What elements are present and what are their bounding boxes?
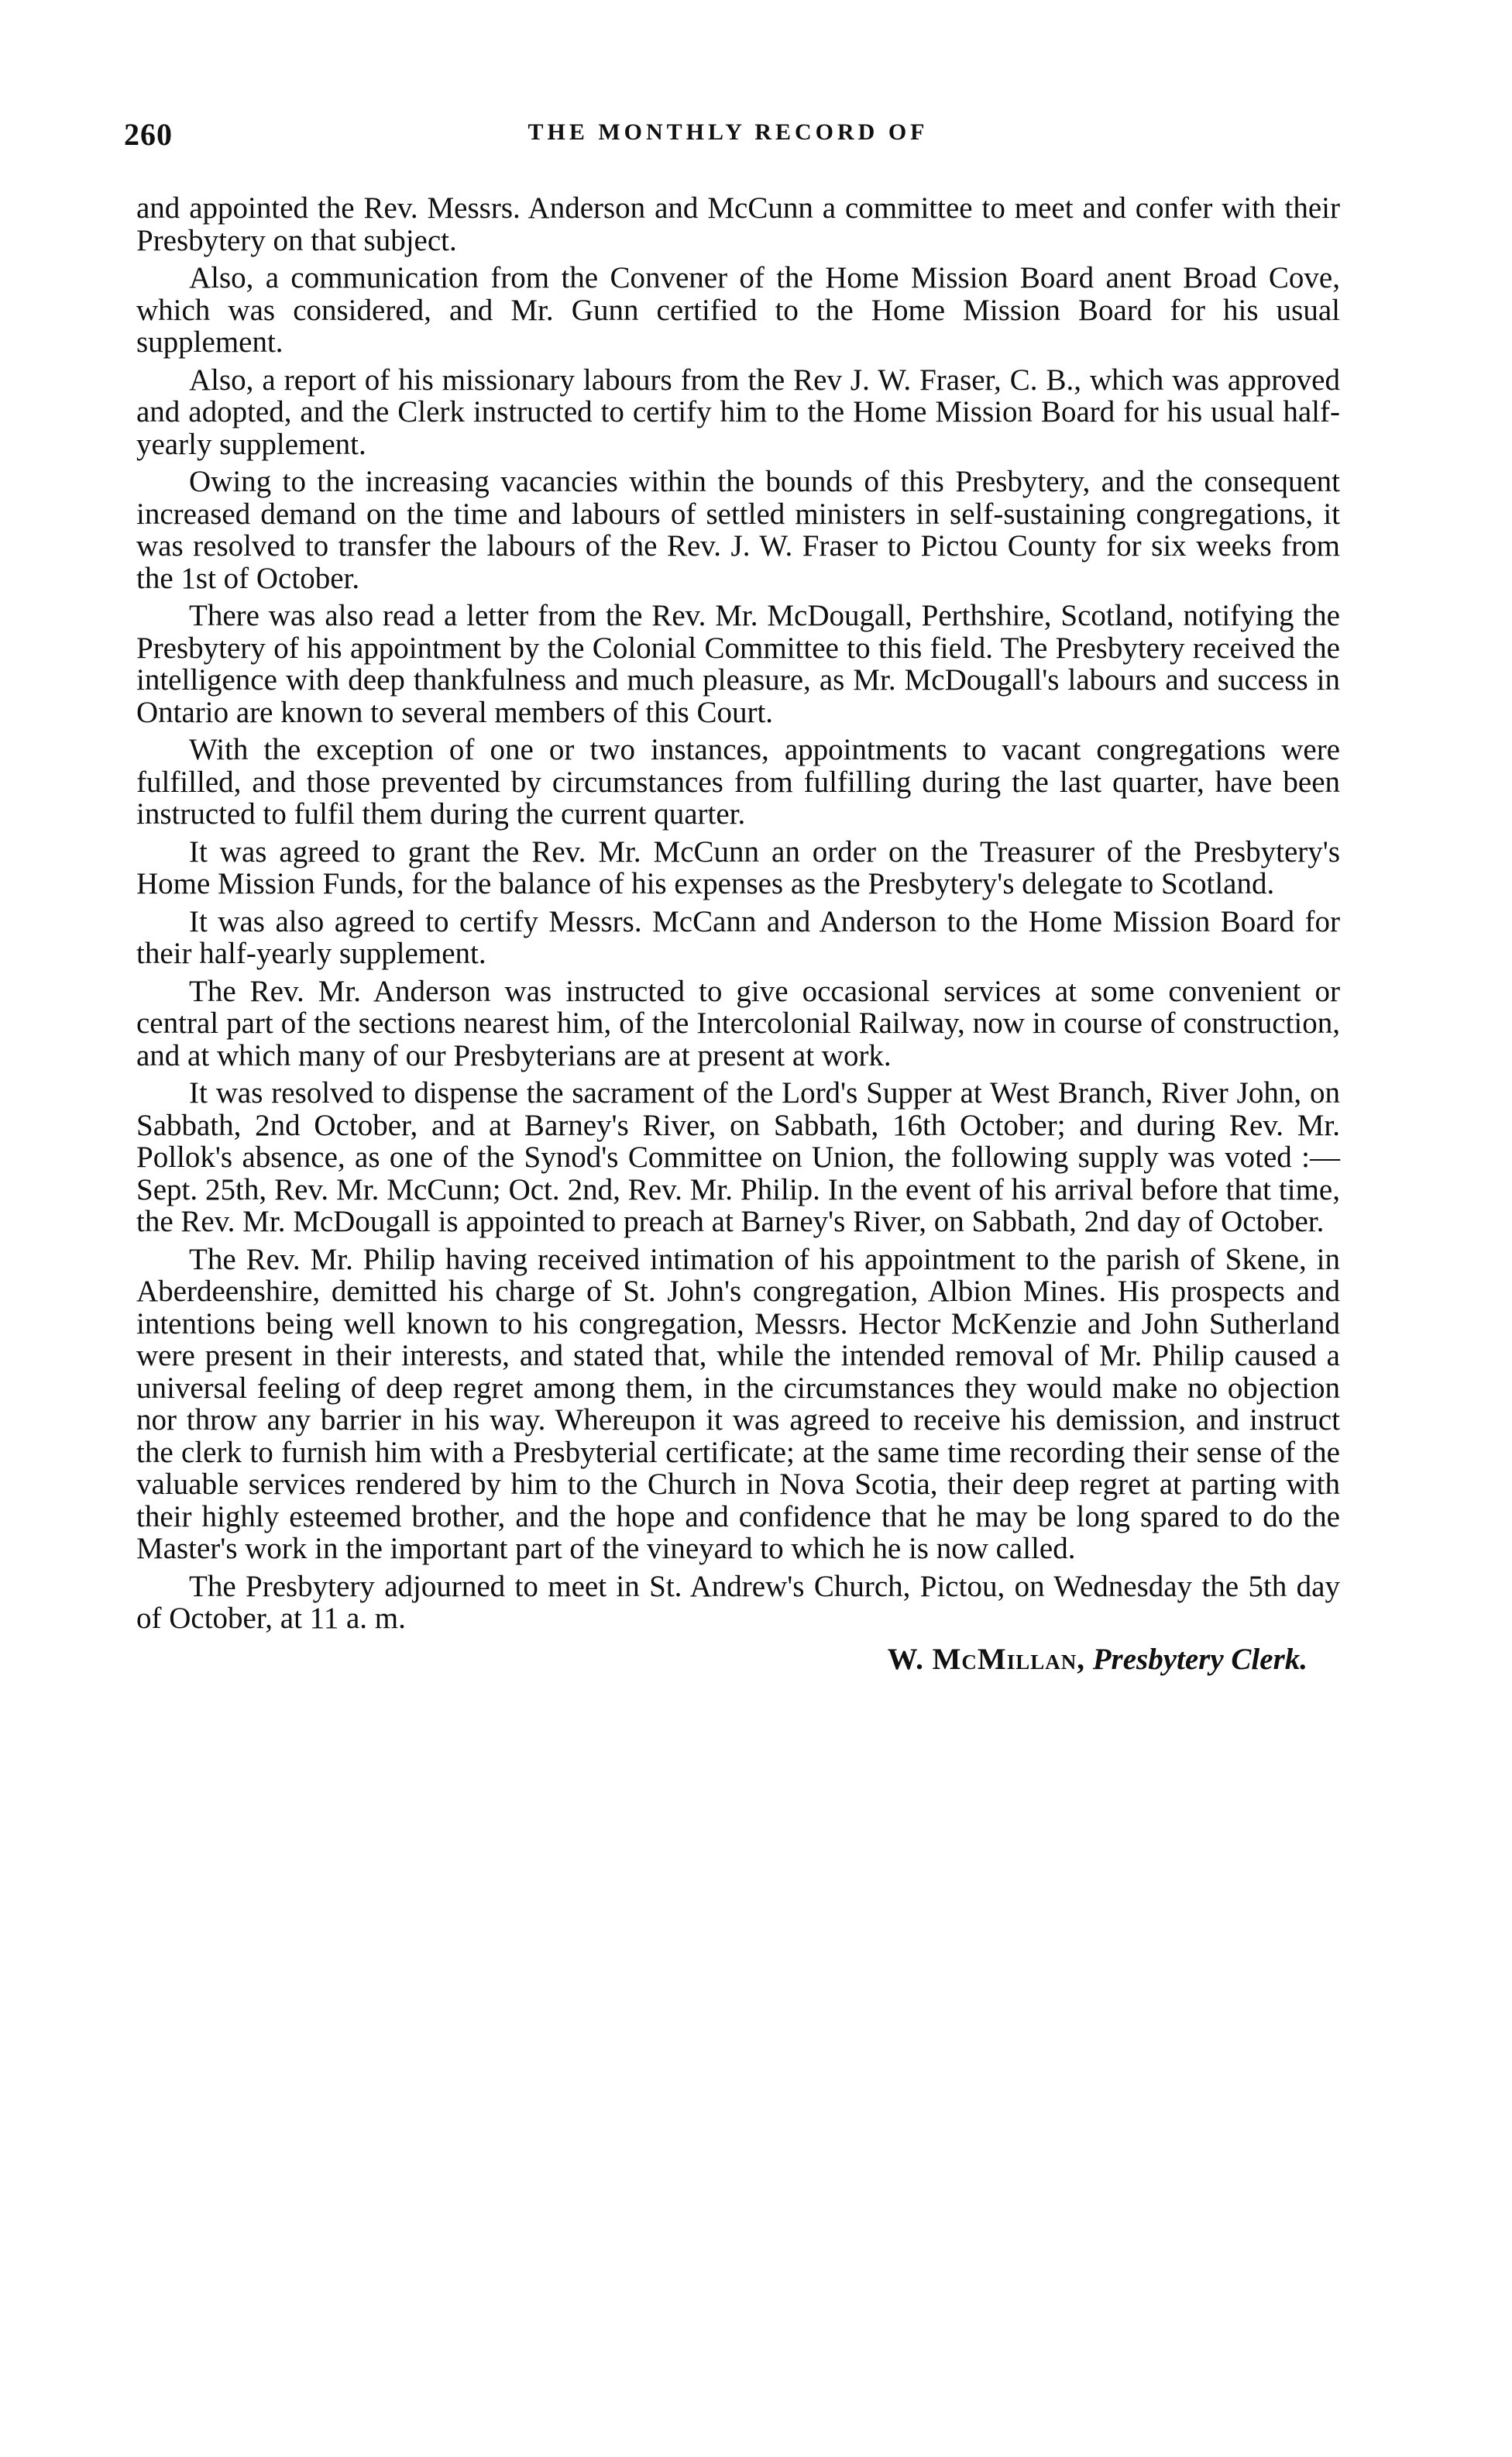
signature-name: W. McMillan, [887,1642,1085,1676]
signature [136,1643,1340,1677]
paragraph: Also, a communication from the Convener of the Home Mission Board anent Broad Cove, which was considered, and Mr. Gunn certified to the Home Mission Board for his usual supplement. [136,261,1340,359]
page-header [124,116,1332,163]
paragraph: Also, a report of his missionary labours from the Rev J. W. Fraser, C. B., which was approved and adopted, and the Clerk instructed to certify him to the Home Mission Board for his usual half-yearly supplement. [136,363,1340,461]
paragraph: and appointed the Rev. Messrs. Anderson and McCunn a committee to meet and confer with their Presbytery on that subject. [136,191,1340,257]
paragraph: The Rev. Mr. Anderson was instructed to give occasional services at some convenient or central part of the sections nearest him, of the Intercolonial Railway, now in course of construction, and at which many of our Presbyterians are at present at work. [136,974,1340,1072]
signature-title: Presbytery Clerk. [1092,1642,1308,1676]
paragraph: The Rev. Mr. Philip having received intimation of his appointment to the parish of Skene, in Aberdeenshire, demitted his charge of St. John's congregation, Albion Mines. His prospects and intentions being well known to his congregation, Messrs. Hector McKenzie and John Sutherland were present in their interests, and stated that, while the intended removal of Mr. Philip caused a universal feeling of deep regret among them, in the circumstances they would make no objection nor throw any barrier in his way. Whereupon it was agreed to receive his demission, and instruct the clerk to furnish him with a Presbyterial certificate; at the same time recording their sense of the valuable services rendered by him to the Church in Nova Scotia, their deep regret at parting with their highly esteemed brother, and the hope and confidence that he may be long spared to do the Master's work in the important part of the vineyard to which he is now called. [136,1242,1340,1565]
running-head: THE MONTHLY RECORD OF [527,119,929,145]
paragraph: It was also agreed to certify Messrs. McCann and Anderson to the Home Mission Board for their half-yearly supplement. [136,904,1340,970]
paragraph: The Presbytery adjourned to meet in St. Andrew's Church, Pictou, on Wednesday the 5th day of October, at 11 a. m. [136,1569,1340,1635]
paragraph: There was also read a letter from the Rev. Mr. McDougall, Perthshire, Scotland, notifying the Presbytery of his appointment by the Colonial Committee to this field. The Presbytery received the intelligence with deep thankfulness and much pleasure, as Mr. McDougall's labours and success in Ontario are known to several members of this Court. [136,599,1340,729]
paragraph: With the exception of one or two instances, appointments to vacant congregations were fulfilled, and those prevented by circumstances from fulfilling during the last quarter, have been instructed to fulfil them during the current quarter. [136,733,1340,831]
page-number: 260 [124,117,173,152]
body-text [136,192,1340,1677]
paragraph: It was agreed to grant the Rev. Mr. McCunn an order on the Treasurer of the Presbytery's Home Mission Funds, for the balance of his expenses as the Presbytery's delegate to Scotland. [136,834,1340,900]
paragraph: It was resolved to dispense the sacrament of the Lord's Supper at West Branch, River John, on Sabbath, 2nd October, and at Barney's River, on Sabbath, 16th October; and during Rev. Mr. Pollok's absence, as one of the Synod's Committee on Union, the following supply was voted :—Sept. 25th, Rev. Mr. McCunn; Oct. 2nd, Rev. Mr. Philip. In the event of his arrival before that time, the Rev. Mr. McDougall is appointed to preach at Barney's River, on Sabbath, 2nd day of October. [136,1076,1340,1238]
paragraph: Owing to the increasing vacancies within the bounds of this Presbytery, and the consequent increased demand on the time and labours of settled ministers in self-sustaining congregations, it was resolved to transfer the labours of the Rev. J. W. Fraser to Pictou County for six weeks from the 1st of October. [136,465,1340,595]
